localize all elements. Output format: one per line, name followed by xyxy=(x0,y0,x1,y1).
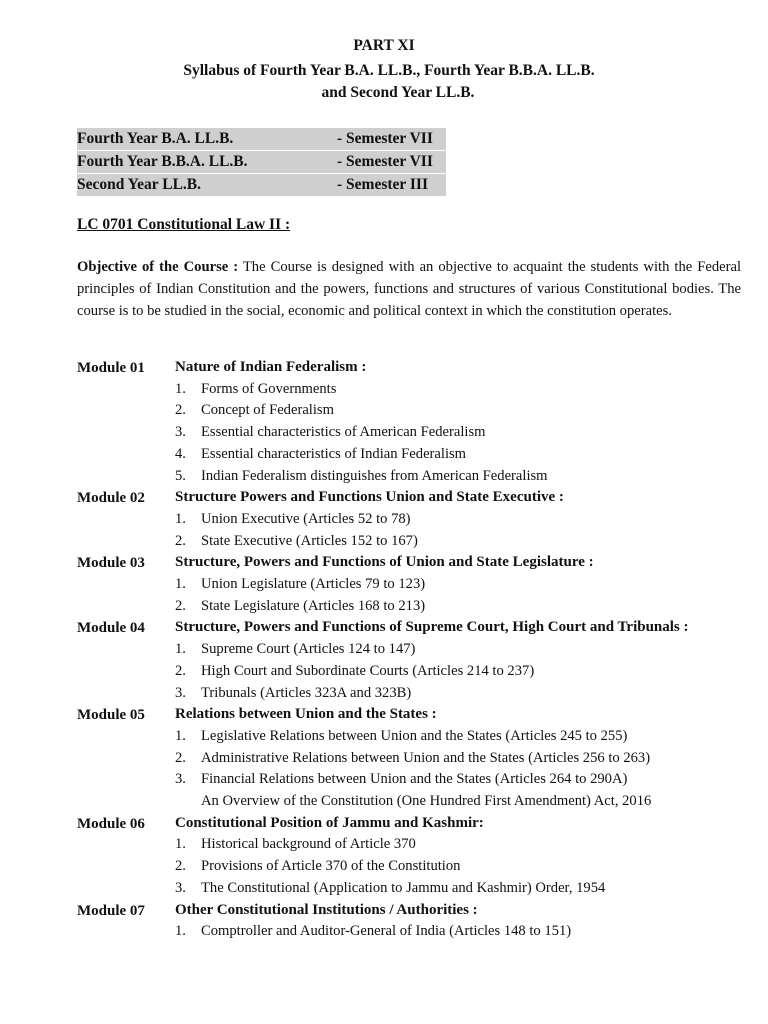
list-item-number: 1. xyxy=(175,380,186,397)
module-title: Structure Powers and Functions Union and State Executive : xyxy=(175,489,564,506)
list-item-number: 2. xyxy=(175,597,186,614)
module-extra-topic: An Overview of the Constitution (One Hundred First Amendment) Act, 2016 xyxy=(201,793,652,810)
objective-label: Objective of the Course : xyxy=(77,259,239,275)
program-name: Fourth Year B.B.A. LL.B. xyxy=(77,153,248,170)
list-item xyxy=(175,509,747,531)
module-topic-list xyxy=(175,726,747,791)
list-item-text: State Executive (Articles 152 to 167) xyxy=(201,532,418,549)
list-item-number: 3. xyxy=(175,879,186,896)
module-topic-list xyxy=(175,921,747,943)
course-objective xyxy=(77,256,741,322)
module-topic-list xyxy=(175,574,747,617)
list-item xyxy=(175,531,747,553)
list-item-text: Essential characteristics of Indian Federalism xyxy=(201,445,467,462)
list-item-number: 1. xyxy=(175,641,186,658)
semester-label: - Semester VII xyxy=(337,130,433,147)
list-item xyxy=(175,379,747,401)
semester-label: - Semester VII xyxy=(337,153,433,170)
list-item-number: 3. xyxy=(175,771,186,788)
list-item xyxy=(175,422,747,444)
list-item-number: 1. xyxy=(175,923,186,940)
objective-text: The Course is designed with an objective to acquaint the students with the Federal principles of Indian Constitution and the powers, functions and structures of various Constitutional bodies. The course is to be studied in the social, economic and political context in which the constitution operates. xyxy=(77,259,741,319)
list-item xyxy=(175,748,747,770)
list-item-number: 1. xyxy=(175,727,186,744)
list-item-number: 3. xyxy=(175,424,186,441)
module-label: Module 03 xyxy=(77,555,145,572)
module-body xyxy=(175,487,747,552)
list-item-text: Union Executive (Articles 52 to 78) xyxy=(201,510,411,527)
list-item-text: Financial Relations between Union and the States (Articles 264 to 290A) xyxy=(201,771,628,788)
module-title: Relations between Union and the States : xyxy=(175,706,437,723)
list-item-text: Union Legislature (Articles 79 to 123) xyxy=(201,576,426,593)
list-item xyxy=(175,726,747,748)
list-item xyxy=(175,683,747,705)
modules-list xyxy=(77,357,747,943)
module-2 xyxy=(77,487,747,552)
list-item-text: Supreme Court (Articles 124 to 147) xyxy=(201,641,416,658)
module-label: Module 04 xyxy=(77,620,145,637)
part-heading: PART XI xyxy=(353,37,415,54)
module-topic-list xyxy=(175,509,747,552)
module-7 xyxy=(77,900,747,943)
module-body xyxy=(175,813,747,900)
module-topic-list xyxy=(175,639,747,704)
module-title: Other Constitutional Institutions / Authorities : xyxy=(175,901,478,918)
module-topic-list xyxy=(175,379,747,488)
module-body xyxy=(175,552,747,617)
list-item-number: 5. xyxy=(175,467,186,484)
module-label: Module 06 xyxy=(77,815,145,832)
list-item-number: 2. xyxy=(175,402,186,419)
list-item xyxy=(175,856,747,878)
list-item-number: 2. xyxy=(175,532,186,549)
list-item-number: 2. xyxy=(175,858,186,875)
list-item xyxy=(175,400,747,422)
list-item-text: Comptroller and Auditor-General of India (Articles 148 to 151) xyxy=(201,923,572,940)
list-item-number: 4. xyxy=(175,445,186,462)
list-item-text: Indian Federalism distinguishes from American Federalism xyxy=(201,467,548,484)
semester-label: - Semester III xyxy=(337,176,428,193)
module-topic-list xyxy=(175,834,747,899)
module-title: Constitutional Position of Jammu and Kashmir: xyxy=(175,814,484,831)
list-item-text: High Court and Subordinate Courts (Articles 214 to 237) xyxy=(201,662,535,679)
list-item xyxy=(175,769,747,791)
list-item xyxy=(175,878,747,900)
list-item-text: Historical background of Article 370 xyxy=(201,836,416,853)
module-body xyxy=(175,900,747,943)
list-item-number: 3. xyxy=(175,684,186,701)
list-item-text: Administrative Relations between Union and the States (Articles 256 to 263) xyxy=(201,749,651,766)
list-item-text: Essential characteristics of American Federalism xyxy=(201,424,486,441)
list-item xyxy=(175,661,747,683)
list-item-text: The Constitutional (Application to Jammu and Kashmir) Order, 1954 xyxy=(201,879,606,896)
semester-row xyxy=(77,151,446,174)
module-body xyxy=(175,357,747,487)
course-code-heading: LC 0701 Constitutional Law II : xyxy=(77,216,291,233)
module-title: Nature of Indian Federalism : xyxy=(175,359,367,375)
list-item-number: 1. xyxy=(175,836,186,853)
list-item xyxy=(175,596,747,618)
syllabus-title-line-2: and Second Year LL.B. xyxy=(321,84,475,101)
list-item xyxy=(175,574,747,596)
list-item-text: Concept of Federalism xyxy=(201,402,334,419)
syllabus-title-line-1: Syllabus of Fourth Year B.A. LL.B., Fourth Year B.B.A. LL.B. xyxy=(183,62,595,79)
module-label: Module 02 xyxy=(77,490,145,507)
list-item-number: 2. xyxy=(175,749,186,766)
list-item-number: 1. xyxy=(175,576,186,593)
list-item-number: 2. xyxy=(175,662,186,679)
semester-row xyxy=(77,174,446,197)
semester-table xyxy=(77,128,446,197)
module-1 xyxy=(77,357,747,487)
list-item-number: 1. xyxy=(175,510,186,527)
module-label: Module 05 xyxy=(77,707,145,724)
list-item-text: Provisions of Article 370 of the Constitution xyxy=(201,858,461,875)
program-name: Second Year LL.B. xyxy=(77,176,202,193)
module-body xyxy=(175,704,747,813)
list-item-text: Tribunals (Articles 323A and 323B) xyxy=(201,684,412,701)
list-item-text: Forms of Governments xyxy=(201,380,337,397)
module-label: Module 07 xyxy=(77,902,145,919)
module-6 xyxy=(77,813,747,900)
module-3 xyxy=(77,552,747,617)
module-4 xyxy=(77,617,747,704)
list-item xyxy=(175,834,747,856)
list-item-text: Legislative Relations between Union and the States (Articles 245 to 255) xyxy=(201,727,628,744)
list-item xyxy=(175,639,747,661)
module-title: Structure, Powers and Functions of Union and State Legislature : xyxy=(175,554,594,571)
list-item xyxy=(175,466,747,488)
module-5 xyxy=(77,704,747,813)
module-label: Module 01 xyxy=(77,360,145,376)
module-body xyxy=(175,617,747,704)
module-title: Structure, Powers and Functions of Supreme Court, High Court and Tribunals : xyxy=(175,619,689,636)
list-item xyxy=(175,921,747,943)
list-item xyxy=(175,444,747,466)
semester-row xyxy=(77,128,446,151)
list-item-text: State Legislature (Articles 168 to 213) xyxy=(201,597,426,614)
program-name: Fourth Year B.A. LL.B. xyxy=(77,130,234,147)
